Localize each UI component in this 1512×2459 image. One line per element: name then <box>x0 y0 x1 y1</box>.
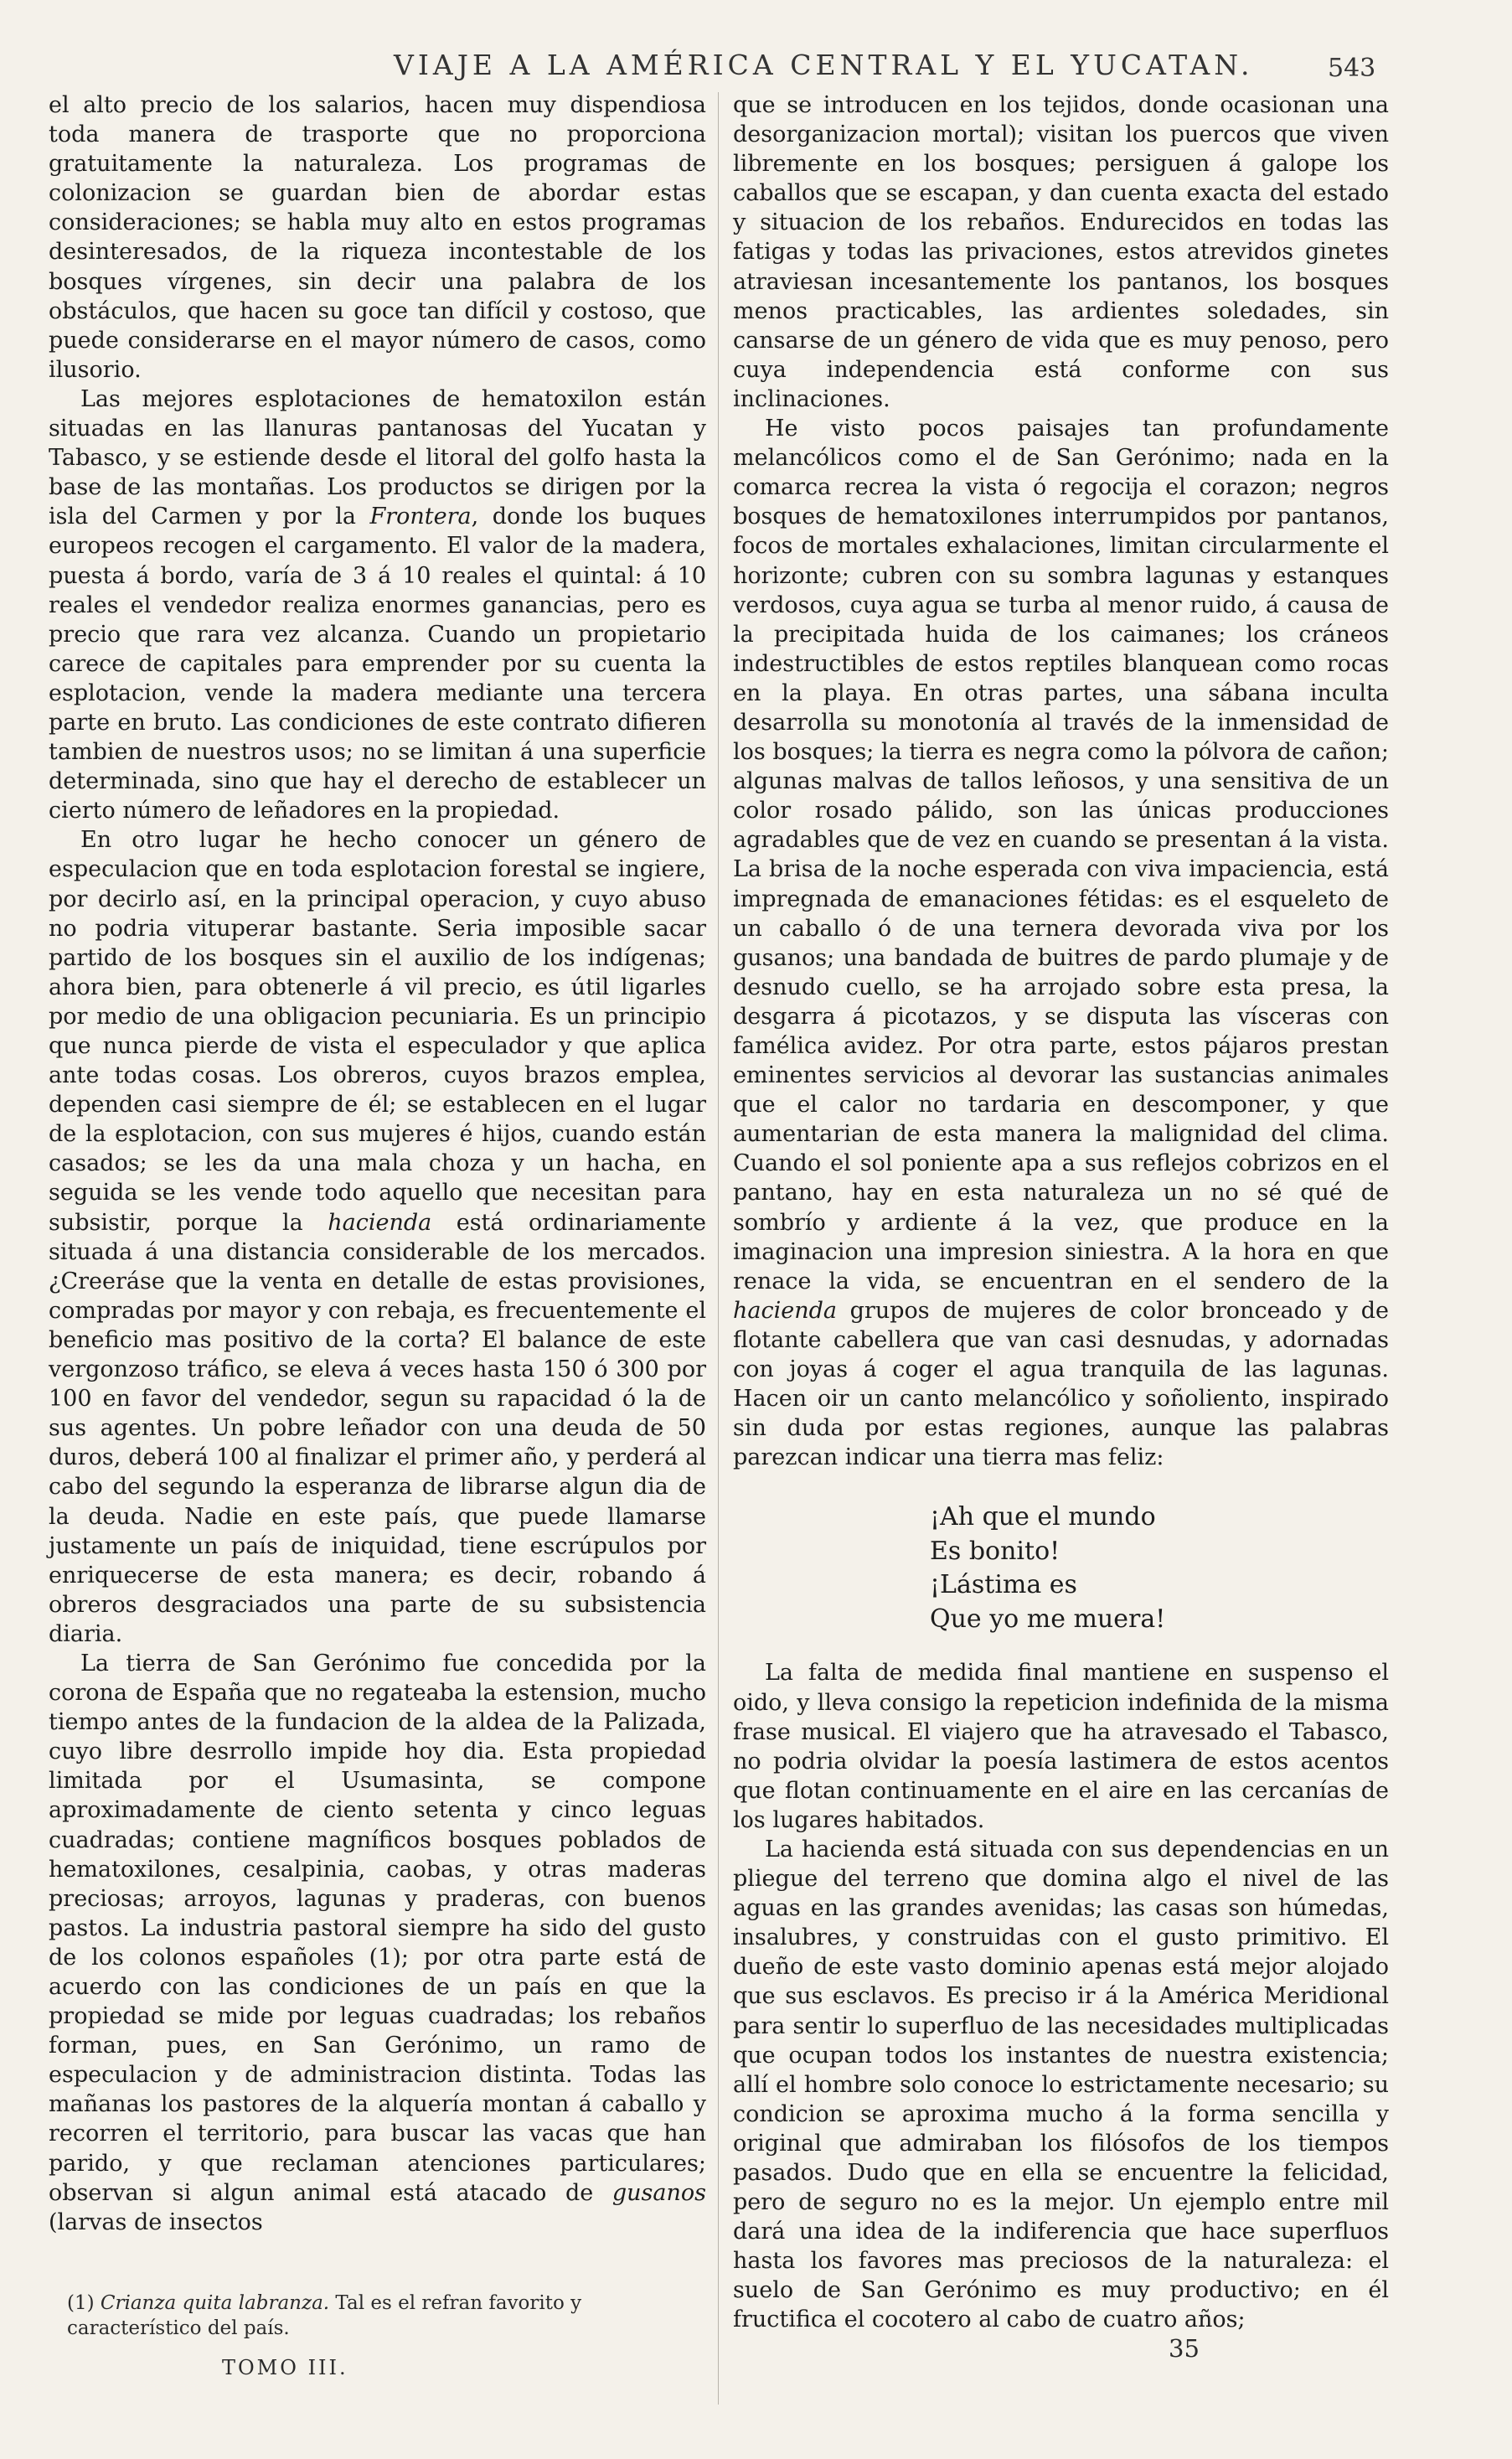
emphasis: hacienda <box>328 1209 432 1236</box>
emphasis: gusanos <box>612 2179 706 2206</box>
running-title: VIAJE A LA AMÉRICA CENTRAL Y EL YUCATAN. <box>394 49 1254 81</box>
running-head <box>0 49 1512 87</box>
paragraph: La falta de medida final mantiene en suspenso el oido, y lleva consigo la repeticion indefinida de la misma frase musical. El viajero que ha atravesado el Tabasco, no podria olvidar la poesía lastimera de estos acentos que flotan continuamente en el aire en las cercanías de los lugares habitados. <box>733 1660 1389 1833</box>
left-column <box>49 90 706 2294</box>
volume-signature: TOMO III. <box>222 2356 348 2379</box>
footnote-text: Tal es el refran favorito y característico del país. <box>67 2292 582 2339</box>
verse-quote <box>930 1501 1389 1636</box>
paragraph: La tierra de San Gerónimo fue concedida por la corona de España que no regateaba la estension, mucho tiempo antes de la fundacion de la aldea de la Palizada, cuyo libre desrrollo impide hoy dia. Esta propiedad limitada por el Usumasinta, se compone aproximadamente de ciento setenta y cinco leguas cuadradas; contiene magníficos bosques poblados de hematoxilones, cesalpinia, caobas, y otras maderas preciosas; arroyos, lagunas y praderas, con buenos pastos. La industria pastoral siempre ha sido del gusto de los colonos españoles (1); por otra parte está de acuerdo con las condiciones de un país en que la propiedad se mide por leguas cuadradas; los rebaños forman, pues, en San Gerónimo, un ramo de especulacion y de administracion distinta. Todas las mañanas los pastores de la alquería montan á caballo y recorren el territorio, para buscar las vacas que han parido, y que reclaman atenciones particulares; observan si algun animal está atacado de gusanos (larvas de insectos <box>49 1650 706 2235</box>
paragraph: que se introducen en los tejidos, donde ocasionan una desorganizacion mortal); visitan los puercos que viven libremente en los bosques; persiguen á galope los caballos que se escapan, y dan cuenta exacta del estado y situacion de los rebaños. Endurecidos en todas las fatigas y todas las privaciones, estos atrevidos ginetes atraviesan incesantemente los pantanos, los bosques menos practicables, las ardientes soledades, sin cansarse de un género de vida que es muy penoso, pero cuya independencia está conforme con sus inclinaciones. <box>733 92 1389 412</box>
verse-line: Es bonito! <box>930 1536 1060 1566</box>
paragraph: el alto precio de los salarios, hacen muy dispendiosa toda manera de trasporte que no proporciona gratuitamente la naturaleza. Los programas de colonizacion se guardan bien de abordar estas consideraciones; se habla muy alto en estos programas desinteresados, de la riqueza incontestable de los bosques vírgenes, sin decir una palabra de los obstáculos, que hacen su goce tan difícil y costoso, que puede considerarse en el mayor número de casos, como ilusorio. <box>49 92 706 383</box>
paragraph: La hacienda está situada con sus dependencias en un pliegue del terreno que domina algo el nivel de las aguas en las grandes avenidas; las casas son húmedas, insalubres, y construidas con el gusto primitivo. El dueño de este vasto dominio apenas está mejor alojado que sus esclavos. Es preciso ir á la América Meridional para sentir lo superfluo de las necesidades multiplicadas que ocupan todos los instantes de nuestra existencia; allí el hombre solo conoce lo estrictamente necesario; su condicion se aproxima mucho á la forma sencilla y original que admiraban los filósofos de los tiempos pasados. Dudo que en ella se encuentre la felicidad, pero de seguro no es la mejor. Un ejemplo entre mil dará una idea de la indiferencia que hace superfluos hasta los favores mas preciosos de la naturaleza: el suelo de San Gerónimo es muy productivo; en él fructifica el cocotero al cabo de cuatro años; <box>733 1836 1389 2333</box>
emphasis: hacienda <box>733 1297 837 1324</box>
sheet-number: 35 <box>1169 2334 1200 2363</box>
paragraph: Las mejores esplotaciones de hematoxilon están situadas en las llanuras pantanosas del Yucatan y Tabasco, y se estiende desde el litoral del golfo hasta la base de las montañas. Los productos se dirigen por la isla del Carmen y por la Frontera, donde los buques europeos recogen el cargamento. El valor de la madera, puesta á bordo, varía de 3 á 10 reales el quintal: á 10 reales el vendedor realiza enormes ganancias, pero es precio que rara vez alcanza. Cuando un propietario carece de capitales para emprender por su cuenta la esplotacion, vende la madera mediante una tercera parte en bruto. Las condiciones de este contrato difieren tambien de nuestros usos; no se limitan á una superficie determinada, sino que hay el derecho de establecer un cierto número de leñadores en la propiedad. <box>49 385 706 824</box>
emphasis: Frontera <box>369 504 472 530</box>
verse-line: ¡Lástima es <box>930 1570 1077 1600</box>
footnote-mark: (1) <box>67 2292 101 2314</box>
footnote-proverb: Crianza quita labranza. <box>100 2292 330 2314</box>
column-divider <box>718 92 719 2405</box>
paragraph: En otro lugar he hecho conocer un género de especulacion que en toda esplotacion forestal se ingiere, por decirlo así, en la principal operacion, y cuyo abuso no podria vituperar bastante. Seria imposible sacar partido de los bosques sin el auxilio de los indígenas; ahora bien, para obtenerle á vil precio, es útil ligarles por medio de una obligacion pecuniaria. Es un principio que nunca pierde de vista el especulador y que aplica ante todas cosas. Los obreros, cuyos brazos emplea, dependen casi siempre de él; se establecen en el lugar de la esplotacion, con sus mujeres é hijos, cuando están casados; se les da una mala choza y un hacha, en seguida se les vende todo aquello que necesitan para subsistir, porque la hacienda está ordinariamente situada á una distancia considerable de los mercados. ¿Creeráse que la venta en detalle de estas provisiones, compradas por mayor y con rebaja, es frecuentemente el beneficio mas positivo de la corta? El balance de este vergonzoso tráfico, se eleva á veces hasta 150 ó 300 por 100 en favor del vendedor, segun su rapacidad ó la de sus agentes. Un pobre leñador con una deuda de 50 duros, deberá 100 al finalizar el primer año, y perderá al cabo del segundo la esperanza de librarse algun dia de la deuda. Nadie en este país, que puede llamarse justamente un país de iniquidad, tiene escrúpulos por enriquecerse de esta manera; es decir, robando á obreros desgraciados una parte de su subsistencia diaria. <box>49 827 707 1647</box>
right-column <box>733 90 1389 2403</box>
verse-line: Que yo me muera! <box>930 1604 1166 1634</box>
paragraph: He visto pocos paisajes tan profundamente melancólicos como el de San Gerónimo; nada en la comarca recrea la vista ó regocija el corazon; negros bosques de hematoxilones interrumpidos por pantanos, focos de mortales exhalaciones, limitan circularmente el horizonte; cubren con su sombra lagunas y estanques verdosos, cuya agua se turba al menor ruido, á causa de la precipitada huida de los caimanes; los cráneos indestructibles de estos reptiles blanquean como rocas en la playa. En otras partes, una sábana inculta desarrolla su monotonía al través de la inmensidad de los bosques; la tierra es negra como la pólvora de cañon; algunas malvas de tallos leñosos, y una sensitiva de un color rosado pálido, son las únicas producciones agradables que de vez en cuando se presentan á la vista. La brisa de la noche esperada con viva impaciencia, está impregnada de emanaciones fétidas: es el esqueleto de un caballo ó de una ternera devorada viva por los gusanos; una bandada de buitres de pardo plumaje y de desnudo cuello, se ha arrojado sobre esta presa, la desgarra á picotazos, y se disputa las vísceras con famélica avidez. Por otra parte, estos pájaros prestan eminentes servicios al devorar las sustancias animales que el calor no tardaria en descomponer, y que aumentarian de esta manera la malignidad del clima. Cuando el sol poniente apa a sus reflejos cobrizos en el pantano, hay en esta naturaleza un no sé qué de sombrío y ardiente á la vez, que produce en la imaginacion una impresion siniestra. A la hora en que renace la vida, se encuentran en el sendero de la hacienda grupos de mujeres de color bronceado y de flotante cabellera que van casi desnudas, y adornadas con joyas á coger el agua tranquila de las lagunas. Hacen oir un canto melancólico y soñoliento, inspirado sin duda por estas regiones, aunque las palabras parezcan indicar una tierra mas feliz: <box>733 416 1389 1471</box>
verse-line: ¡Ah que el mundo <box>930 1502 1156 1532</box>
page-number: 543 <box>1328 54 1376 83</box>
footnote <box>67 2291 704 2342</box>
